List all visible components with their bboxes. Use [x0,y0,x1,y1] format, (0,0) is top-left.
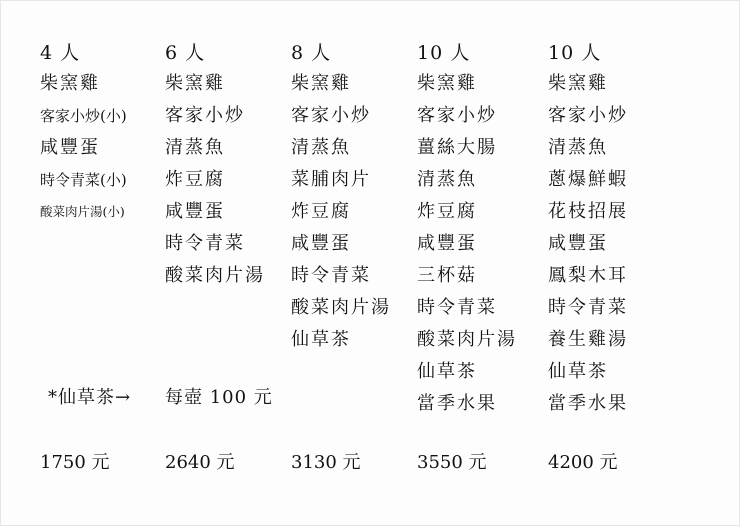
menu-item: 炸豆腐 [165,169,225,190]
menu-item: 柴窯雞 [40,73,100,94]
menu-item: 時令青菜 [417,297,497,318]
menu-item: 養生雞湯 [548,329,628,350]
menu-item: 咸豐蛋 [417,233,477,254]
menu-item: 炸豆腐 [417,201,477,222]
price-4-people: 1750 元 [40,452,110,473]
menu-column-8-people [291,38,391,356]
menu-item: 時令青菜 [548,297,628,318]
column-header: 6 人 [165,42,206,64]
menu-item: 當季水果 [417,393,497,414]
price-10-people-a: 3550 元 [417,452,487,473]
menu-item: 客家小炒 [165,105,245,126]
price-8-people: 3130 元 [291,452,361,473]
menu-item: 蔥爆鮮蝦 [548,169,628,190]
menu-item: 咸豐蛋 [548,233,608,254]
menu-item: 柴窯雞 [291,73,351,94]
menu-item: 清蒸魚 [548,137,608,158]
menu-item: 咸豐蛋 [40,137,100,158]
menu-item: 酸菜肉片湯 [165,265,265,286]
menu-item: 柴窯雞 [165,73,225,94]
note-value: 每壺 100 元 [165,387,273,408]
menu-item: 薑絲大腸 [417,137,497,158]
menu-item: 柴窯雞 [548,73,608,94]
menu-item: 時令青菜 [291,265,371,286]
menu-item: 炸豆腐 [291,201,351,222]
menu-item: 客家小炒 [417,105,497,126]
menu-item: 時令青菜 [165,233,245,254]
menu-item: 清蒸魚 [165,137,225,158]
column-header: 8 人 [291,42,332,64]
menu-column-10-people-a [417,38,517,420]
menu-item: 清蒸魚 [291,137,351,158]
menu-item: 仙草茶 [417,361,477,382]
menu-item: 菜脯肉片 [291,169,371,190]
column-header: 10 人 [548,42,602,64]
note-label: *仙草茶→ [48,387,132,408]
menu-item: 酸菜肉片湯 [291,297,391,318]
menu-item: 酸菜肉片湯 [417,329,517,350]
menu-item: 三杯菇 [417,265,477,286]
menu-item: 客家小炒(小) [40,107,127,125]
column-header: 10 人 [417,42,471,64]
menu-item: 客家小炒 [291,105,371,126]
menu-item: 時令青菜(小) [40,171,127,189]
menu-item: 清蒸魚 [417,169,477,190]
menu-item: 咸豐蛋 [291,233,351,254]
menu-column-10-people-b [548,38,628,420]
menu-item: 客家小炒 [548,105,628,126]
menu-item: 花枝招展 [548,201,628,222]
price-6-people: 2640 元 [165,452,235,473]
price-10-people-b: 4200 元 [548,452,618,473]
menu-item: 仙草茶 [548,361,608,382]
menu-item: 當季水果 [548,393,628,414]
menu-item: 咸豐蛋 [165,201,225,222]
menu-item: 仙草茶 [291,329,351,350]
menu-column-6-people [165,38,265,292]
menu-item: 酸菜肉片湯(小) [40,204,125,219]
column-header: 4 人 [40,42,81,64]
menu-item: 鳳梨木耳 [548,265,628,286]
menu-column-4-people [40,38,127,228]
menu-item: 柴窯雞 [417,73,477,94]
